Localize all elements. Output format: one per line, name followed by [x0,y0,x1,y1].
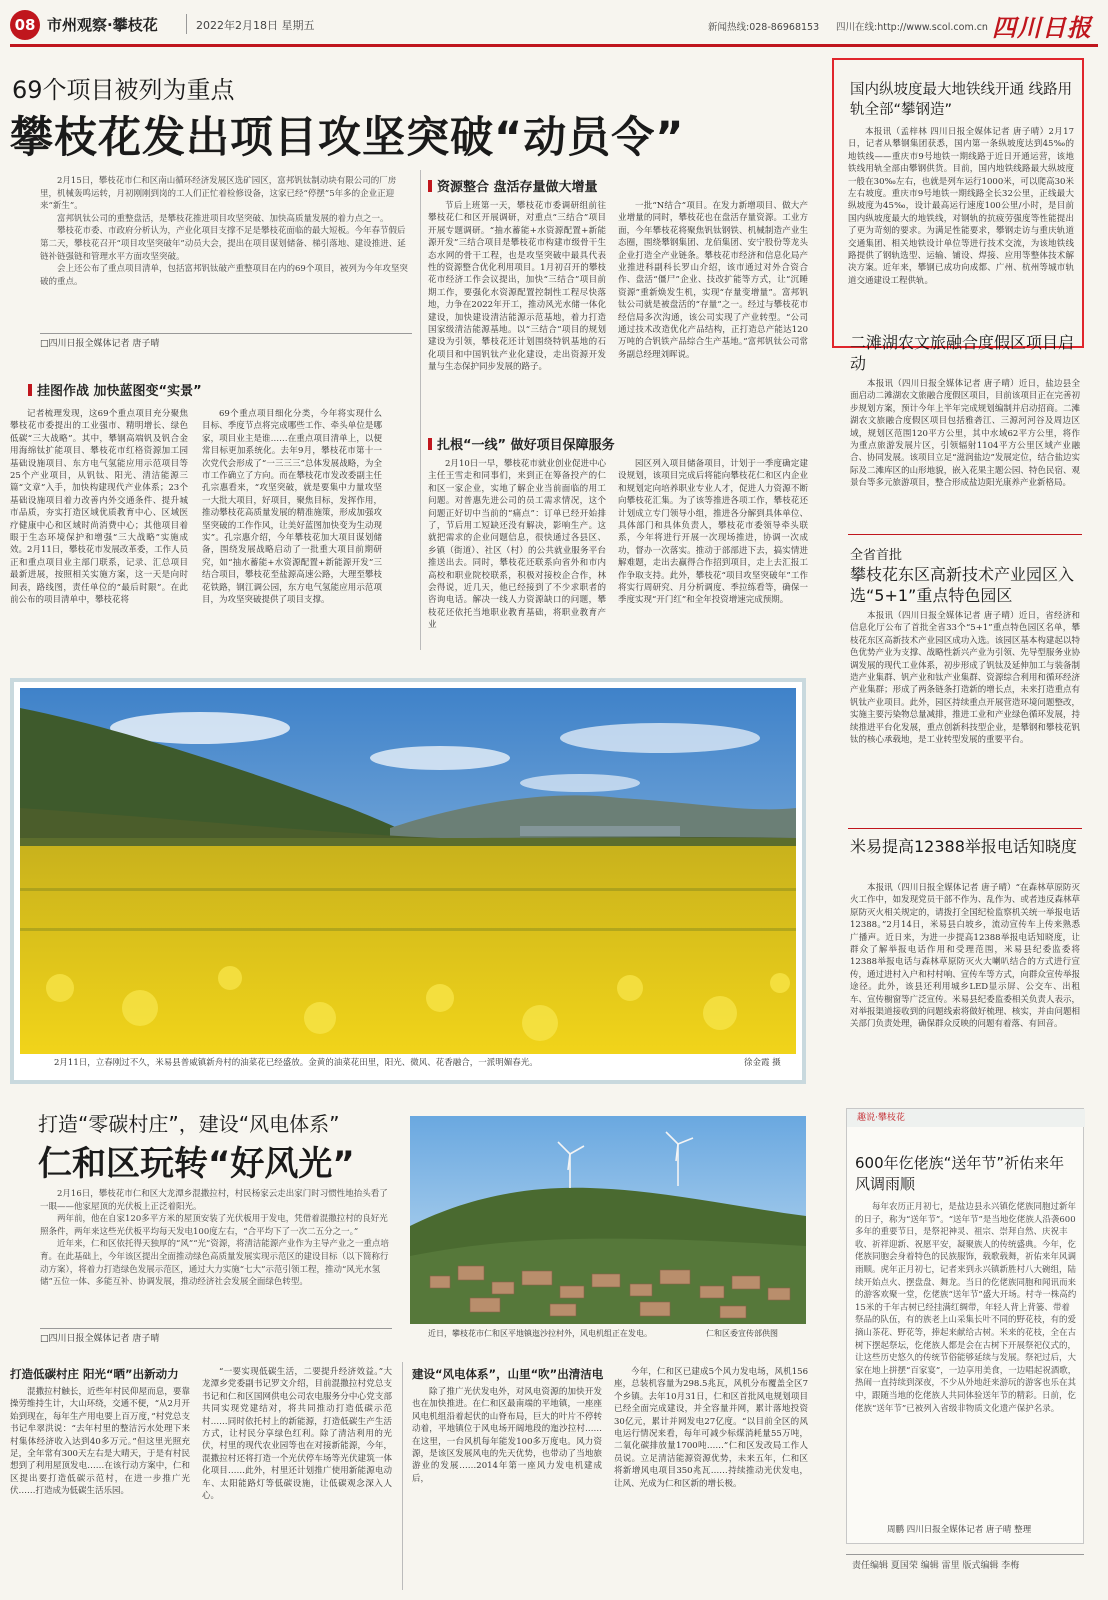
masthead-logo: 四川日报 [992,13,1092,42]
lead-column-divider [420,170,421,650]
wind-farm-caption: 近日，攀枝花市仁和区平地镇迤沙拉村外，风电机组正在发电。 [428,1329,652,1338]
lead-section-2-col-1: 节后上班第一天，攀枝花市委调研组前往攀枝花仁和区开展调研，对重点“三结合”项目开展专题调研。“抽水蓄能+水资源配置+新能源开发”三结合项目是攀枝花市构建市级骨干生态水网的骨干工程，也是攻坚突破中最具代表性的资源整合优化利用项目。1月初召开的攀枝花市经济工作会议提出，加快“三结合”项目前期工作，要强化水资源配置控制性工程尽快落地，力争在2022年开工，推动风光水储一体化建设，加快建设清洁能源示范基地，着力打造国家级清洁能源基地。以“三结合”项目的规划建设为引领，攀枝花还计划围绕特钒基地的石化项目和中国钒钛产业化建设，走出资源开发量与生态保护同步发展的路子。 [428,201,606,373]
rapeseed-photo-caption: 2月11日，立春刚过不久，米易县普威镇新舟村的油菜花已经盛放。金黄的油菜花田里，阳光、微风、花香融合，一派明媚春光。 [54,1058,538,1068]
story2-section-1-col-2: “一要实现低碳生活，二要提升经济效益。”大龙潭乡党委副书记罗文介绍，目前混撒拉村党总支书记和仁和区国网供电公司农电服务分中心党支部共同实现党建结对，将共同推动打造低碳示范村……同时依托村上的新能源，打造低碳生产生活方式，让村民分享绿色红利。除了清洁利用的光伏，村里的现代农业园等也在对接新能源，今年，混撒拉村还将打造一个光伏停车场等光伏建筑一体化项目……此外，村里还计划推广使用新能源电动车、太阳能路灯等低碳设施，让低碳观念深入人心。 [202,1367,392,1502]
lead-section-2-heading: 资源整合 盘活存量做大增量 [428,176,598,195]
lead-section-3-col-2: 园区列入项目储备项目，计划于一季度确定建设规划，该项目完成后将能向攀枝花仁和区内企业和规划定向培养职业专业人才，促进人力资源不断向攀枝花汇集。为了该等推进各项工作，攀枝花还计划成立专门领导小组，推进各分解到具体单位、具体部门和具体负责人，攀枝花市委领导牵头联系，今年将进行开展一次现场推进，协调一次成功，督办一次落实。推动于部部进下去，搞实情进解难题，走出去赢得合作招到项目，走上去汇报工作争取支持。此外，攀枝花“项目攻坚突破年”工作将实行周研究、月分析调度、季拉练看等，确保一季度实现“开门红”和全年投资增速完成预期。 [618,459,808,606]
featured-news-body: 本报讯（孟梓林 四川日报全媒体记者 唐子晴）2月17日，记者从攀钢集团获悉，国内第一条纵坡度达到45‰的地铁线——重庆市9号地铁一期线路于近日开通运营，该地铁线用轨全部由攀钢供货。目前，国内地铁线路最大纵坡度一般在30‰左右，也就是列车运行1000米，可以爬高30米左右坡度。重庆市9号地铁一期线路全长32公里，正线最大纵坡度为45‰，设计最高运行速度100公里/小时，是目前国内纵坡度最大的地铁线，对钢轨的抗疲劳强度等性能提出了更为苛刻的要求。为满足性能要求，攀钢走访与重庆轨道交通集团、相关地铁设计单位等进行技术交流，为该地铁线路提供了钢轨选型、运输、铺设、焊接、应用等整体技术解决方案。近年来，攀钢已成功向成都、广州、杭州等城市轨道交通建设工程供轨。 [848,127,1074,286]
lead-headline: 攀枝花发出项目攻坚突破“动员令” [10,113,685,163]
hotline-article-title: 米易提高12388举报电话知晓度 [850,837,1077,856]
rapeseed-photo-frame [10,678,806,1084]
right-rule-2 [848,828,1082,829]
page-footer-editors: 责任编辑 夏国荣 编辑 雷里 版式编辑 李梅 [852,1561,1020,1571]
story2-column-divider [402,1362,403,1590]
lead-section-3-heading: 扎根“一线” 做好项目保障服务 [428,434,615,453]
lead-section-2-col-2: 一批“N结合”项目。在发力新增项目、做大产业增量的同时，攀枝花也在盘活存量资源。工业方面，今年攀枝花将聚焦钒钛钢铁、机械制造产业生态圈，围绕攀钢集团、龙佰集团、安宁股份等龙头企业打造全产业链条。攀枝花市经济和信息化局产业推进科副科长罗山介绍，该市通过对外合资合作、盘活“僵尸”企业、技改扩能等方式，让“沉睡资源”重新焕发生机，实现“存量变增量”。富邦钒钛公司就是被盘活的“存量”之一。经过与攀枝花市经信局多次沟通，该公司实现了产业转型。“公司通过技术改造优化产品结构，正打造总产能达120万吨的合钒铁产品综合生产基地。”富邦钒钛公司常务副总经理刘晖说。 [618,201,808,360]
column-tag: 趣说·攀枝花 [847,1109,1085,1127]
section-mark [28,384,32,396]
story2-section-2-col-1: 除了推广光伏发电外，对风电资源的加快开发也在加快推进。在仁和区最南端的平地镇，一座座风电机组沿着起伏的山脊布局，巨大的叶片不停转动着，平地镇位于风电场开阔地段的迤沙拉村……在这里，一台风机每年能发100多万度电。风力资源，是该区发展风电的先天优势，也带动了当地旅游业的发展……2014年第一座风力发电机建成后， [412,1387,602,1484]
gelao-article-byline: 周鹏 四川日报全媒体记者 唐子晴 整理 [887,1525,1032,1535]
story2-rule [40,1328,392,1329]
wind-farm-credit: 仁和区委宣传部供图 [706,1329,778,1338]
park-article-kicker: 全省首批 [850,548,903,563]
lead-kicker: 69个项目被列为重点 [12,76,235,104]
featured-news-title: 国内纵坡度最大地铁线开通 线路用轨全部“攀钢造” [850,82,1073,118]
page-header [0,0,1108,48]
gelao-article-panel [846,1108,1084,1544]
wind-farm-photo-frame [410,1116,806,1338]
issue-date: 2022年2月18日 星期五 [196,19,315,32]
lead-section-1-heading: 挂图作战 加快蓝图变“实景” [28,380,202,399]
gelao-article-title: 600年仡佬族“送年节”祈佑来年风调雨顺 [855,1154,1065,1193]
header-divider [186,14,187,34]
lead-section-1-col-1: 记者梳理发现，这69个重点项目充分聚焦攀枝花市委提出的工业强市、精明增长、绿色低碳“三大战略”。其中，攀钢高端钒及钒合金用海绵钛扩能项目、攀枝花市红格资源加工园基础设施项目、东方电气氢能应用示范项目等25个产业项目，从钒钛、阳光、清洁能源三篇“文章”入手，加快构建现代产业体系；23个基础设施项目着力改善内外交通条件、提升城市品质，夯实打造区域优质教育中心、区域医疗健康中心和区域时尚消费中心；其他项目着眼于生态环境保护和增强“三大战略”实施成效。2月11日，攀枝花市发展改革委，工作人员正和重点项目业主部门联系，记录、汇总项目最新进展，按照相关实施方案，这一天是向时间表，路线图，责任单位的“最后时限”。在此前公布的项目清单中，攀枝花将 [10,409,188,606]
section-name: 市州观察·攀枝花 [47,16,158,34]
erhai-article-title: 二滩湖农文旅融合度假区项目启动 [850,333,1075,373]
section-mark [428,438,432,450]
story2-section-2-col-2: 今年，仁和区已建成5个风力发电场，风机156座，总装机容量为298.5兆瓦，风机分布覆盖全区7个乡镇。去年10月31日，仁和区首批风电规划项目已经全面完成建设，并全容量并网，累计落地投资30亿元，累计并网发电27亿度。“以目前全区的风电运行情况来看，每年可减少标煤消耗量55万吨，二氧化碳排放量1700吨……”仁和区发改局工作人员说。立足清洁能源资源优势，未来五年，仁和区将新增风电项目350兆瓦……持续推动光伏发电，让风、光成为仁和区新的增长极。 [614,1367,808,1489]
right-rule-1 [848,534,1082,535]
rapeseed-photo-credit: 徐金霞 摄 [744,1058,781,1068]
story2-byline: □四川日报全媒体记者 唐子晴 [40,1334,160,1344]
park-article-title: 攀枝花东区高新技术产业园区入选“5+1”重点特色园区 [850,565,1075,605]
intro-rule [40,333,412,334]
page-number-badge: 08 [10,10,40,40]
section-mark [428,180,432,192]
story2-headline: 仁和区玩转“好风光” [38,1144,355,1184]
story2-section-1-col-1: 混撒拉村触长，近些年村民仰屋而息，要靠操劳维持生计，大山环绕，交通不便，“从2月开始到现在，每年生产用电要上百万度，”村党总支书记牟翠洪说：“去年村里的整洁污水处理下来村集体经济收入达到40多万元。”但这里光照充足，全年常有300天左右是大晴天，于是有村民想到了利用屋顶发电……在该行动方案中，仁和区提出要打造低碳示范村，在进一步推广光伏……打造成为低碳生活乐园。 [10,1387,190,1497]
footer-rule [846,1554,1084,1555]
lead-section-3-col-1: 2月10日一早，攀枝花市就业创业促进中心主任王雪走和同事们，来到正在筹备投产的仁和区一家企业，实地了解企业当前面临的用工问题。对普惠先进公司的员工需求情况，这个问题正好切中当前的“痛点”：订单已经开始排了，节后用工短缺还没有解决，影响生产。这就把需求的企业问题信息，很快通过各县区、乡镇（街道）、社区（村）的公共就业服务平台推送出去。同时，攀枝花还联系向省外和市内高校和职业院校联系，积极对接校企合作，林会得说，近几天，他已经接到了不少求职者的咨询电话。解决一线人力资源缺口的问题，攀枝花还依托当地职业教育基础，将职业教育产业 [428,459,606,631]
header-rule [10,44,1098,47]
lead-byline: □四川日报全媒体记者 唐子晴 [40,339,160,349]
erhai-article-body: 本报讯（四川日报全媒体记者 唐子晴）近日，盐边县全面启动二滩湖农文旅融合度假区项目，目前该项目正在完善初步规划方案，预计今年上半年完成规划编制并启动招商。二滩湖农文旅融合度假区项目包括雅砻江、三源河河谷及周边区域，规划区范围120平方公里，其中水域62平方公里，将作为重点旅游发展片区，引领辐射1104平方公里区域产业融合、协同发展。该项目立足“滋润盐边”发展定位，结合盐边实际及二滩库区的山形地貌，嵌入花果主题公园、特色民宿、观景台等多元旅游项目，整合形成盐边阳光康养产业新格局。 [850,379,1080,489]
featured-news-box [832,58,1084,348]
story2-section-2-heading: 建设“风电体系”，山里“吹”出清洁电 [412,1367,604,1381]
gelao-article-body: 每年农历正月初七，是盐边县永兴镇仡佬族同胞过新年的日子，称为“送年节”。“送年节”是当地仡佬族人沿袭600多年的重要节日，是祭祀神灵、祖宗、崇拜自然、庆祝丰收、祈祥迎新、祝愿平安，凝聚族人的传统盛典。今年，仡佬族同胞会身着特色的民族服饰，载歌载舞，祈佑来年风调雨顺。虎年正月初七，记者来到永兴镇新胜村八大碗组，陆续开始点火、摆盘盘、舞龙。当日的仡佬族同胞和闻讯而来的游客欢聚一堂，仡佬族“送年节”盛大开场。村寺一株高约15米的千年古树已经挂满红绸带，年轻人背上背篓、带着祭品的队伍，有的族老上山采集长叶不同的野花枝，有的爱摘山茶花、野花等，捧起来献给古树。米来的花枝，全在古树下摆起祭坛，仡佬族人都是会在古树下开展祭祀仪式的，让这些历史悠久的传统节俗能够延续与发展。祭祀过后，大家在地上拼摆“百家宴”，一边享用美食，一边唱起祝酒歌，热闹一直持续到深夜，不少从外地赶来游玩的游客也乐在其中，跟随当地的仡佬族人共同体验送年节的精彩。日前，仡佬族“送年节”已被列入省级非物质文化遗产保护名录。 [855,1202,1077,1414]
story2-section-1-heading: 打造低碳村庄 阳光“晒”出新动力 [10,1367,179,1381]
website-link[interactable]: 四川在线:http://www.scol.com.cn [836,22,988,33]
hotline-article-body: 本报讯（四川日报全媒体记者 唐子晴）“在森林草原防灭火工作中，如发现党员干部不作为、乱作为、或者违反森林草原防灭火相关规定的，请拨打全国纪检监察机关统一举报电话12388。”2月14日，米易县白坡乡，流动宣传车上传来熟悉广播声。近日来，为进一步提高12388举报电话知晓度，让群众了解举报电话作用和受理范围，米易县纪委监委将12388举报电话与森林草原防灭火大喇叭结合的方式进行宣传，通过进村入户和村村响、宣传车等方式，向群众宣传举报途径。此外，该县还利用城乡LED显示屏、公交车、出租车、宣传橱窗等广泛宣传。米易县纪委监委相关负责人表示，对举报渠道接收到的问题线索将做好梳理、核实，并由问题相关部门负责处理，确保群众反映的问题有着落、有回音。 [850,883,1080,1030]
lead-section-1-col-2: 69个重点项目细化分类，今年将实现什么目标、季度节点将完成哪些工作、牵头单位是哪家，项目业主是谁……在重点项目清单上，以便常目标更加系统化。去年9月，攀枝花市第十一次党代会形成了“一三三三”总体发展战略，为全市工作确立了方向。而在攀枝花市发改委副主任孔宗惠看来，“攻坚突破，就是要集中力量攻坚一大批大项目，好项目，聚焦目标，发挥作用，推动攀枝花高质量发展的精准施策，形成加强攻坚突破的工作作风，让美好蓝图加快变为生动现实”。孔宗惠介绍，今年攀枝花加大项目谋划储备，围绕发展战略启动了一批重大项目前期研究，如“抽水蓄能+水资源配置+新能源开发”三结合项目，攀枝花至盐源高速公路，大理至攀枝花铁路，钢江调公园，东方电气氢能应用示范项目，为攻坚突破提供了项目支撑。 [202,409,382,606]
lead-intro: 2月15日，攀枝花市仁和区南山循环经济发展区选矿园区，富邦钒钛制动块有限公司的厂房里，机械轰鸣运转，月初刚刚到岗的工人们正忙着检修设备，这家已经“停摆”5年多的企业正迎来“新生”。 富邦钒钛公司的重整盘活，是攀枝花推进项目攻坚突破、加快高质量发展的着力点之一。 攀枝花市委、市政府分析认为，产业化项目支撑不足是攀枝花面临的最大短板。今年春节假后第二天，攀枝花召开“项目攻坚突破年”动员大会，提出在项目谋划储备、梯引落地、建设推进、延链补链强链和管理水平方面攻坚突破。 会上还公布了重点项目清单，包括富邦钒钛破产重整项目在内的69个项目，被列为今年攻坚突破的重点。 [40,176,408,287]
story2-intro: 2月16日，攀枝花市仁和区大龙潭乡混撒拉村，村民杨家云走出家门时习惯性地抬头看了一眼——他家屋顶的光伏板上正泛着阳光。 两年前，他在自家120多平方米的屋顶安装了光伏板用于发电，凭借着混撒拉村的良好光照条件，两年来这些光伏板平均每天发电100度左右，“合平均下了一次二五分之一。” 近年来，仁和区依托得天独厚的“风”“光”资源，将清洁能源产业作为主导产业之一重点培育。在此基础上，今年该区提出全面推动绿色高质量发展实现示范区的建设目标（以下简称行动方案），将着力打造绿色发展示范区，通过大力实施“七大”示范引领工程，推动“风光水氢储”五位一体、多能互补、协调发展，推动经济社会发展全面绿色转型。 [40,1189,389,1288]
wind-farm-photo [410,1116,806,1324]
news-hotline: 新闻热线:028-86968153 [708,22,820,33]
park-article-body: 本报讯（四川日报全媒体记者 唐子晴）近日，省经济和信息化厅公布了首批全省33个“5+1”重点特色园区名单，攀枝花东区高新技术产业园区成功入选。该园区基本构建起以特色优势产业为支撑、战略性新兴产业为引领、先导型服务业协调发展的现代工业体系，初步形成了钒钛及延伸加工与装备制造产业集群、钒产业和钛产业集群、资源综合利用和循环经济产业集群；形成了两条链条打造新的增长点，未来打造重点有钒钛产业项目。此外，园区持续重点开展营造环境问题整改，实施主要污染物总量减排，推进工业和产业绿色循环发展，持续推进平台化发展，重点创新科技型企业，是攀钢和攀枝花钒钛的核心承载地，是工业转型发展的重要平台。 [850,611,1080,746]
rapeseed-field-photo [20,688,796,1054]
story2-kicker: 打造“零碳村庄”，建设“风电体系” [38,1112,340,1136]
